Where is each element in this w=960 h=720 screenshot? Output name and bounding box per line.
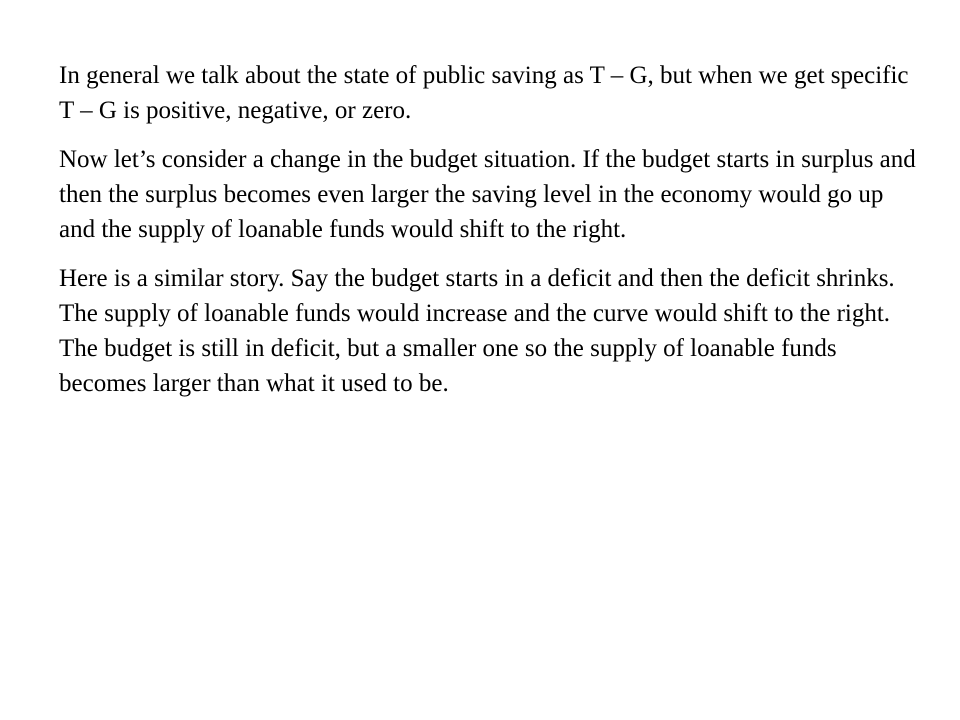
paragraph-budget-surplus: Now let’s consider a change in the budget situation. If the budget starts in surplus and then the surplus becomes even larger the saving level in the economy would go up and the supply of loanable funds would shift to the right. [59,146,916,243]
paragraph-public-saving: In general we talk about the state of public saving as T – G, but when we get specific T – G is positive, negative, or zero. [59,62,909,124]
paragraph-budget-deficit: Here is a similar story. Say the budget starts in a deficit and then the deficit shrinks. The supply of loanable funds would increase and the curve would shift to the right. The budget is still in deficit, but a smaller one so the supply of loanable funds becomes larger than what it used to be. [59,265,895,397]
slide-text-body [59,58,919,401]
